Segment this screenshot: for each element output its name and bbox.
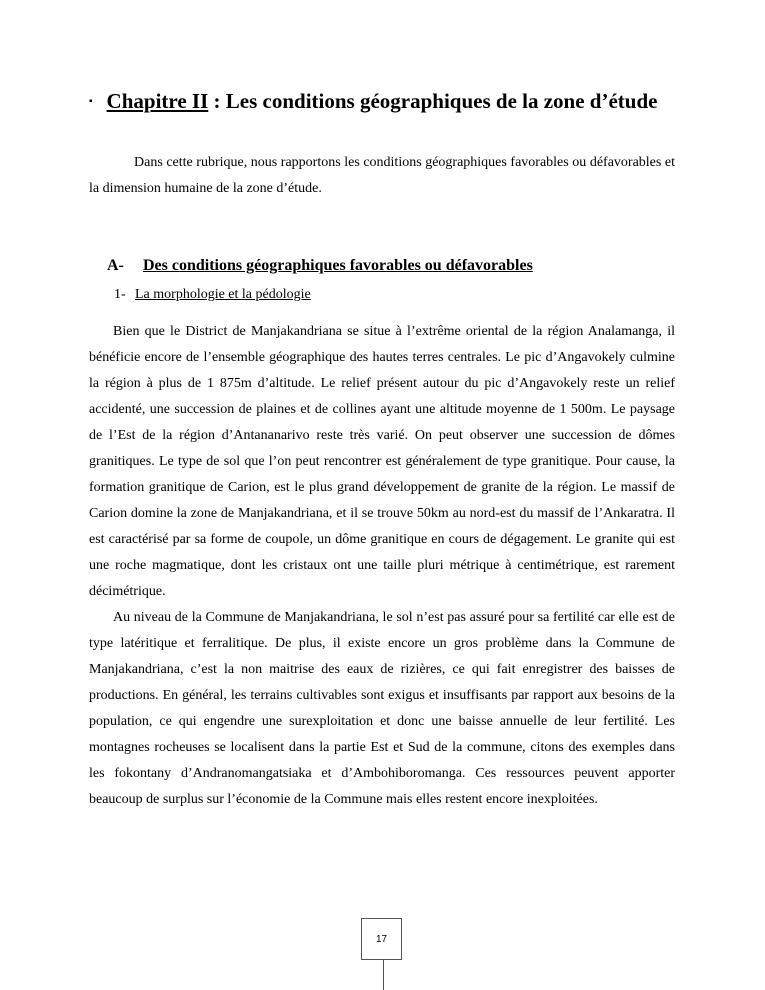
subsection-title: La morphologie et la pédologie [135,287,311,302]
section-letter: A- [107,257,124,274]
bullet-icon: ▪ [89,96,93,107]
section-heading-a [107,255,533,277]
page-number-connector [383,960,384,990]
body-paragraph: Au niveau de la Commune de Manjakandriana, le sol n’est pas assuré pour sa fertilité car elle est de type latéritique et ferralitique. De plus, il existe encore un gros problème dans la Commune de Manjakandriana, c’est la non maitrise des eaux de rizières, ce qui fait enregistrer des baisses de productions. En général, les terrains cultivables sont exigus et insuffisants par rapport aux besoins de la population, ce qui engendre une surexploitation et donc une baisse annuelle de leur fertilité. Les montagnes rocheuses se localisent dans la partie Est et Sud de la commune, citons des exemples dans les fokontany d’Andranomangatsiaka et d’Ambohiboromanga. Ces ressources peuvent apporter beaucoup de surplus sur l’économie de la Commune mais elles restent encore inexploitées. [89,610,675,807]
chapter-label: Chapitre II [106,89,209,113]
chapter-heading [89,88,675,115]
subsection-number: 1- [114,287,126,302]
subsection-heading-1 [114,285,311,305]
section-title: Des conditions géographiques favorables ou défavorables [143,257,533,274]
body-paragraph: Bien que le District de Manjakandriana se situe à l’extrême oriental de la région Analamanga, il bénéficie encore de l’ensemble géographique des hautes terres centrales. Le pic d’Angavokely culmine la région à plus de 1 875m d’altitude. Le relief présent autour du pic d’Angavokely reste un relief accidenté, une succession de plaines et de collines ayant une altitude moyenne de 1 500m. Le paysage de l’Est de la région d’Antananarivo reste très varié. On peut observer une succession de dômes granitiques. Le type de sol que l’on peut rencontrer est généralement de type granitique. Pour cause, la formation granitique de Carion, est le plus grand développement de granite de la région. Le massif de Carion domine la zone de Manjakandriana, et il se trouve 50km au nord-est du massif de l’Ankaratra. Il est caractérisé par sa forme de coupole, un dôme granitique en cours de dégagement. Le granite qui est une roche magmatique, dont les cristaux ont une taille pluri métrique à centimétrique, est rarement décimétrique. [89,324,675,599]
page-number: 17 [361,918,402,960]
chapter-title: : Les conditions géographiques de la zone d’étude [208,89,658,113]
body-text [89,319,675,813]
intro-paragraph: Dans cette rubrique, nous rapportons les conditions géographiques favorables ou défavorables et la dimension humaine de la zone d’étude. [89,155,675,196]
